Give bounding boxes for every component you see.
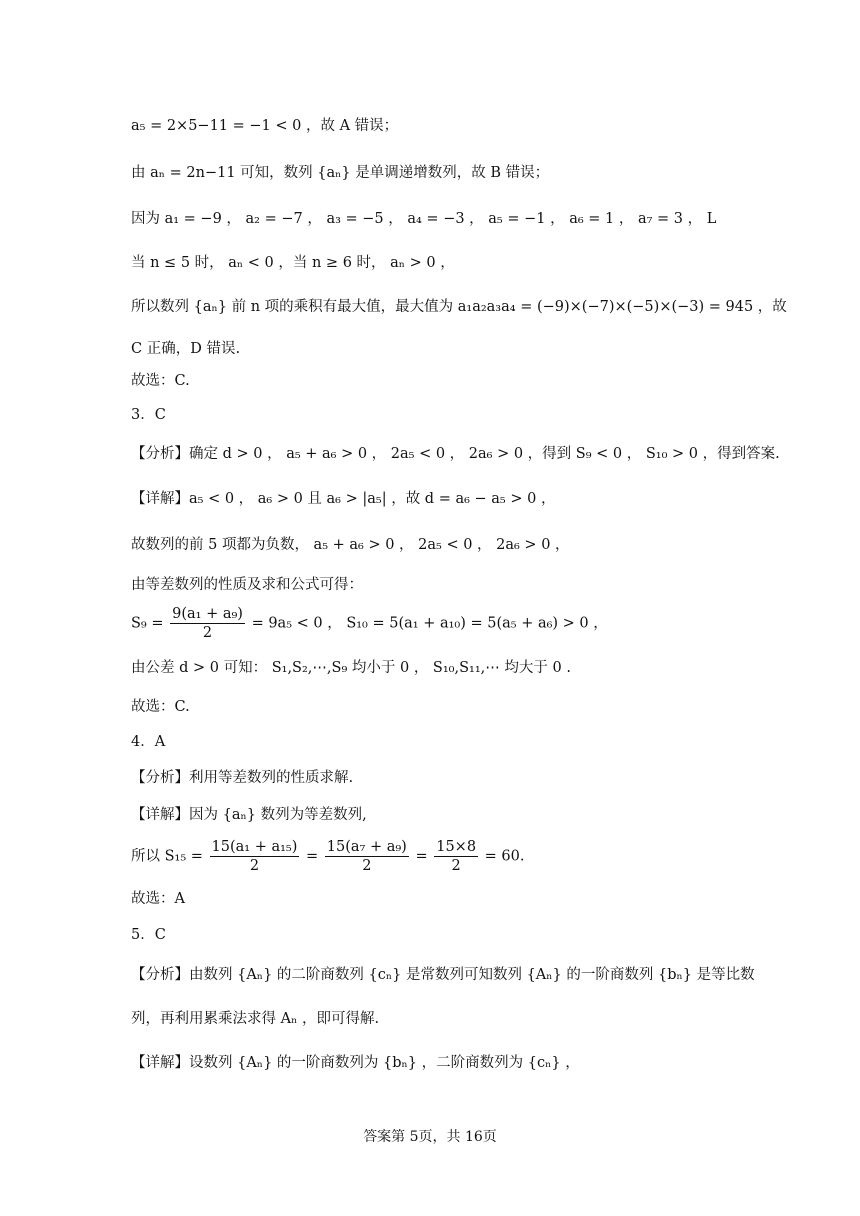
text-line-6: C 正确，D 错误. (131, 341, 241, 357)
eq-s9-rest: = 9a₅ < 0 ， S₁₀ = 5(a₁ + a₁₀) = 5(a₅ + a₆) > 0 ， (251, 615, 608, 632)
eq-s15-fraction-2 (325, 838, 409, 875)
detail-3-line-1: 【详解】a₅ < 0 ， a₆ > 0 且 a₆ > |a₅| ，故 d = a₆ − a₅ > 0 ， (131, 491, 556, 507)
eq-s9-numerator: 9(a₁ + a₉) (172, 606, 243, 622)
page-footer: 答案第 5页，共 16页 (363, 1129, 497, 1145)
eq-s15-fraction-3 (434, 838, 478, 875)
eq-s15-fraction-1 (210, 838, 300, 875)
analysis-5-line-2: 列，再利用累乘法求得 Aₙ ，即可得解. (131, 1011, 380, 1027)
text-line-2: 由 aₙ = 2n−11 可知，数列 {aₙ} 是单调递增数列，故 B 错误； (131, 165, 550, 181)
eq-s9-fraction (170, 605, 245, 642)
question-4-answer: 4．A (131, 734, 166, 750)
eq-s15-numerator-3: 15×8 (436, 839, 477, 855)
text-line-5: 所以数列 {aₙ} 前 n 项的乘积有最大值，最大值为 a₁a₂a₃a₄ = (−9)×(−7)×(−5)×(−3) = 945 ，故 (131, 299, 787, 315)
analysis-4: 【分析】利用等差数列的性质求解. (131, 770, 354, 786)
eq-s15-lhs: 所以 S₁₅ = (131, 848, 203, 865)
text-line-7: 故选：C. (131, 373, 190, 389)
detail-3-line-5: 故选：C. (131, 699, 190, 715)
eq-s15-numerator-2: 15(a₇ + a₉) (326, 839, 407, 855)
eq-s15-rest: = 60. (484, 848, 525, 865)
eq-s9-denominator: 2 (202, 625, 213, 641)
eq-s15-numerator-1: 15(a₁ + a₁₅) (211, 839, 298, 855)
eq-s9-lhs: S₉ = (131, 615, 164, 632)
detail-4-line-3: 故选：A (131, 891, 185, 907)
text-line-3: 因为 a₁ = −9 ， a₂ = −7 ， a₃ = −5 ， a₄ = −3 ， a₅ = −1 ， a₆ = 1 ， a₇ = 3 ， L (131, 211, 717, 227)
detail-3-line-2: 故数列的前 5 项都为负数， a₅ + a₆ > 0 ， 2a₅ < 0 ， 2a₆ > 0 ， (131, 537, 570, 553)
eq-s15-denominator-2: 2 (362, 858, 372, 874)
eq-s15-denominator-1: 2 (249, 858, 260, 874)
eq-s15-denominator-3: 2 (451, 858, 461, 874)
analysis-3: 【分析】确定 d > 0 ， a₅ + a₆ > 0 ， 2a₅ < 0 ， 2a₆ > 0 ，得到 S₉ < 0 ， S₁₀ > 0 ，得到答案. (131, 446, 780, 462)
equation-s15 (131, 838, 525, 875)
eq-s15-equals-1: = (306, 848, 319, 865)
question-3-answer: 3．C (131, 407, 166, 423)
text-line-4: 当 n ≤ 5 时， aₙ < 0 ，当 n ≥ 6 时， aₙ > 0 ， (131, 255, 455, 271)
detail-3-line-3: 由等差数列的性质及求和公式可得： (131, 577, 363, 593)
text-line-1: a₅ = 2×5−11 = −1 < 0 ，故 A 错误； (131, 118, 399, 134)
eq-s15-equals-2: = (415, 848, 428, 865)
detail-5-line-1: 【详解】设数列 {Aₙ} 的一阶商数列为 {bₙ} ，二阶商数列为 {cₙ} ， (131, 1055, 580, 1071)
detail-4-line-1: 【详解】因为 {aₙ} 数列为等差数列, (131, 807, 367, 823)
equation-s9 (131, 605, 608, 642)
question-5-answer: 5．C (131, 927, 166, 943)
analysis-5-line-1: 【分析】由数列 {Aₙ} 的二阶商数列 {cₙ} 是常数列可知数列 {Aₙ} 的一阶商数列 {bₙ} 是等比数 (131, 967, 755, 983)
detail-3-line-4: 由公差 d > 0 可知： S₁,S₂,⋯,S₉ 均小于 0 ， S₁₀,S₁₁,⋯ 均大于 0 . (131, 660, 571, 676)
